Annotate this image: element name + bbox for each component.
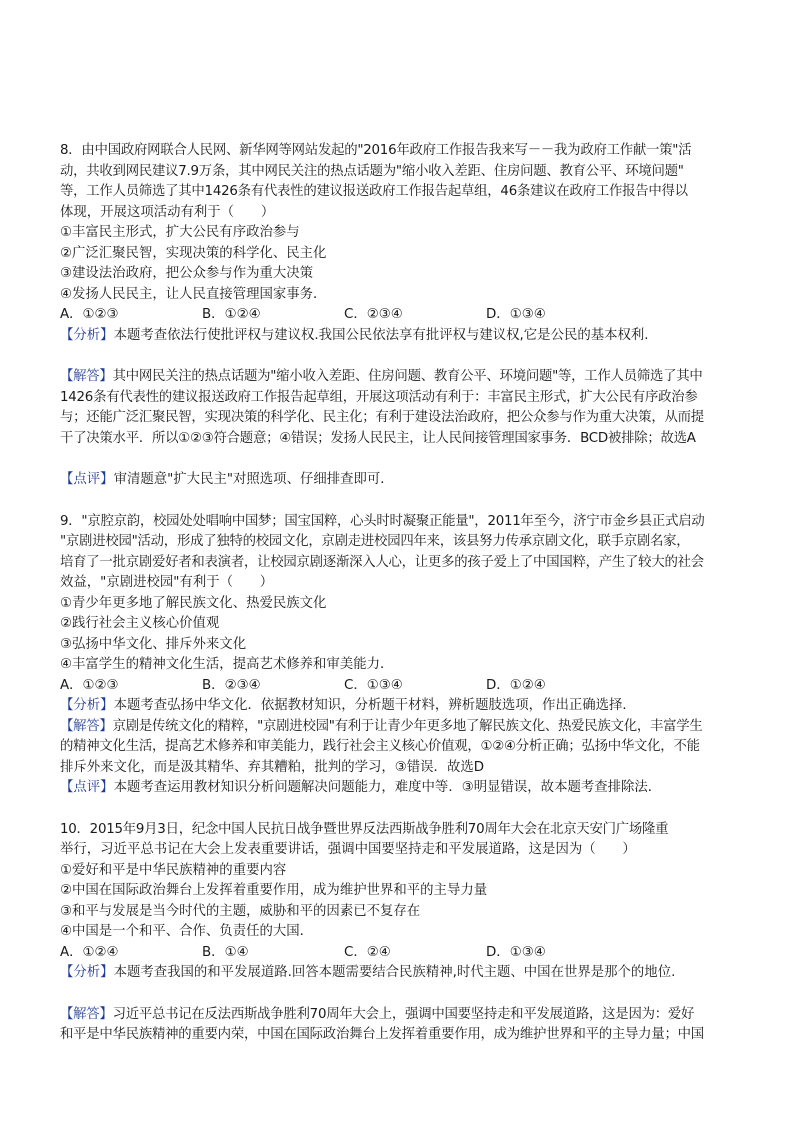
analysis <box>60 963 750 984</box>
comment <box>60 470 750 491</box>
statement: ④发扬人民民主，让人民直接管理国家事务． <box>60 286 327 302</box>
option-b: B．②③④ <box>202 677 261 693</box>
statement: ④丰富学生的精神文化生活，提高艺术修养和审美能力． <box>60 657 394 672</box>
answer-options <box>60 676 750 697</box>
analysis-text: 本题考查依法行使批评权与建议权.我国公民依法享有批评权与建议权,它是公民的基本权利. <box>113 327 649 343</box>
question-stem-line: 举行，习近平总书记在大会上发表重要讲话，强调中国要坚持走和平发展道路，这是因为（ ） <box>60 842 636 857</box>
statement: ②中国在国际政治舞台上发挥着重要作用，成为维护世界和平的主导力量 <box>60 883 488 898</box>
answer-tag: 【解答】 <box>60 1006 113 1022</box>
option-a: A．①②③ <box>60 307 119 322</box>
answer-options <box>60 943 750 964</box>
answer-line: 排斥外来文化，而是汲其精华、弃其糟粕，批判的学习，③错误．故选D <box>60 759 485 775</box>
answer <box>60 717 750 738</box>
statement: ②践行社会主义核心价值观 <box>60 616 220 631</box>
analysis <box>60 696 750 717</box>
statement: ③建设法治政府，把公众参与作为重大决策 <box>60 266 314 281</box>
answer-tag: 【解答】 <box>60 718 113 734</box>
option-b: B．①④ <box>202 944 249 960</box>
question-9 <box>60 512 750 799</box>
analysis-tag: 【分析】 <box>60 698 114 713</box>
answer-text: 其中网民关注的热点话题为"缩小收入差距、住房问题、教育公平、环境问题"等，工作人员筛选了其中 <box>112 369 703 384</box>
option-a: A．①②④ <box>60 944 119 960</box>
analysis-tag: 【分析】 <box>60 965 114 980</box>
statement: ③和平与发展是当今时代的主题，威胁和平的因素已不复存在 <box>60 903 421 919</box>
option-c: C．①③④ <box>344 677 403 693</box>
answer-line: 和平是中华民族精神的重要内荣，中国在国际政治舞台上发挥着重要作用，成为维护世界和平的主导力量；中国 <box>60 1027 704 1042</box>
answer-tag: 【解答】 <box>60 369 113 384</box>
answer-text: 京剧是传统文化的精粹，"京剧进校园"有利于让青少年更多地了解民族文化、热爱民族文化，丰富学生 <box>112 718 703 734</box>
exam-page <box>60 141 750 1046</box>
option-c: C．②③④ <box>344 307 403 322</box>
statement: ③弘扬中华文化、排斥外来文化 <box>60 636 247 652</box>
option-d: D．①③④ <box>486 307 546 322</box>
comment-tag: 【点评】 <box>60 472 114 487</box>
option-c: C．②④ <box>344 944 391 960</box>
option-a: A．①②③ <box>60 677 119 693</box>
question-stem-line: 8．由中国政府网联合人民网、新华网等网站发起的"2016年政府工作报告我来写－－我为政府工作献一策"活 <box>60 143 692 158</box>
option-d: D．①③④ <box>486 944 546 960</box>
question-stem-line: 体现，开展这项活动有利于（ ） <box>60 204 275 220</box>
question-stem-line: 9．"京腔京韵，校园处处唱响中国梦；国宝国粹，心头时时凝聚正能量"，2011年至今，济宁市金乡县正式启动 <box>60 513 705 529</box>
answer-options <box>60 305 750 326</box>
option-d: D．①②④ <box>486 677 546 693</box>
statement: ①青少年更多地了解民族文化、热爱民族文化 <box>60 595 327 611</box>
answer-line: 干了决策水平．所以①②③符合题意；④错误；发扬人民民主，让人民间接管理国家事务．BCD被排除；故选A <box>60 430 696 446</box>
comment-tag: 【点评】 <box>60 780 114 795</box>
answer-text: 习近平总书记在反法西斯战争胜利70周年大会上，强调中国要坚持走和平发展道路，这是因为：爱好 <box>112 1006 695 1022</box>
analysis-tag: 【分析】 <box>60 327 114 343</box>
question-stem-line: 等，工作人员筛选了其中1426条有代表性的建议报送政府工作报告起草组，46条建议在政府工作报告中得以 <box>60 184 688 199</box>
question-stem-line: 动，共收到网民建议7.9万条，其中网民关注的热点话题为"缩小收入差距、住房问题、教育公平、环境问题" <box>60 163 684 179</box>
statement: ①丰富民主形式，扩大公民有序政治参与 <box>60 225 300 240</box>
question-8 <box>60 141 750 491</box>
analysis <box>60 326 750 347</box>
answer-line: 1426条有代表性的建议报送政府工作报告起草组，开展这项活动有利于：丰富民主形式，扩大公民有序政治参 <box>60 389 698 405</box>
analysis-text: 本题考查我国的和平发展道路.回答本题需要结合民族精神,时代主题、中国在世界是那个的地位. <box>113 965 676 980</box>
option-b: B．①②④ <box>202 307 261 322</box>
comment-text: 本题考查运用教材知识分析问题解决问题能力，难度中等．③明显错误，故本题考查排除法． <box>113 780 662 795</box>
question-stem-line: 效益，"京剧进校园"有利于（ ） <box>60 575 274 590</box>
answer <box>60 367 750 388</box>
answer <box>60 1005 750 1026</box>
question-stem-line: "京剧进校园"活动，形成了独特的校园文化，京剧走进校园四年来，该县努力传承京剧文化，联手京剧名家， <box>60 534 690 549</box>
statement: ①爱好和平是中华民族精神的重要内容 <box>60 862 287 878</box>
statement: ④中国是一个和平、合作、负责任的大国． <box>60 924 314 939</box>
answer-line: 与；还能广泛汇聚民智，实现决策的科学化、民主化；有利于建设法治政府，把公众参与作为重大决策，从而提 <box>60 410 704 425</box>
question-stem-line: 培育了一批京剧爱好者和表演者，让校园京剧逐渐深入人心，让更多的孩子爱上了中国国粹，产生了较大的社会 <box>60 554 704 570</box>
answer-line: 的精神文化生活，提高艺术修养和审美能力，践行社会主义核心价值观，①②④分析正确；弘扬中华文化，不能 <box>60 739 700 754</box>
statement: ②广泛汇聚民智，实现决策的科学化、民主化 <box>60 245 327 261</box>
comment <box>60 778 750 799</box>
question-10 <box>60 820 750 1046</box>
question-stem-line: 10．2015年9月3日，纪念中国人民抗日战争暨世界反法西斯战争胜利70周年大会在北京天安门广场隆重 <box>60 821 669 837</box>
analysis-text: 本题考查弘扬中华文化．依据教材知识，分析题干材料，辨析题肢选项，作出正确选择． <box>113 698 636 713</box>
comment-text: 审清题意"扩大民主"对照选项、仔细排查即可． <box>113 472 394 487</box>
